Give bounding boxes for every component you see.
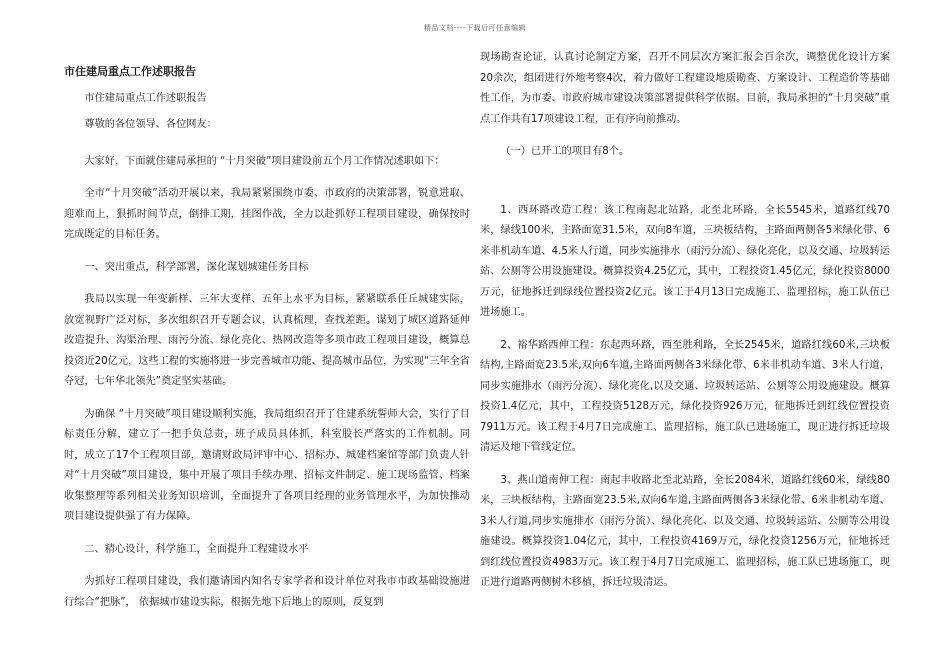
paragraph-continued: 现场勘查论证，认真讨论制定方案，召开不同层次方案汇报会百余次，调整优化设计方案20余次，组团进行外地考察4次，着力做好工程建设地质勘查、方案设计、工程造价等基础性工作，为市委、市政府城市建设决策部署提供科学依据。目前，我局承担的“十月突破”重点工作共有17项建设工程，正有序向前推动。: [480, 52, 890, 125]
greeting: 尊敬的各位领导、各位网友：: [84, 119, 217, 130]
paragraph-3: 为确保 “十月突破”项目建设顺利实施，我局组织召开了住建系统誓师大会，实行了目标责任分解，建立了一把手负总责，班子成员具体抓，科室股长严落实的工作机制。同时，成立了17个工程项目部，邀请财政局评审中心、招标办、城建档案馆等部门负责人针对“十月突破”项目建设，集中开展了项目手续办理、招标文件制定、施工现场监管、档案收集整理等系列相关业务知识培训，全面提升了各项目经理的业务管理水平，为加快推动项目建设提供强了有力保障。: [64, 408, 470, 522]
left-column: [64, 62, 470, 613]
section-heading-1: 一、突出重点，科学部署，深化谋划城建任务目标: [84, 261, 309, 273]
project-item-3: 3、燕山道南伸工程：南起丰收路北至北站路，全长2084米，道路红线60米，绿线80米，三块板结构，主路面宽23.5米,双向6车道,主路面两侧各3米绿化带、6米非机动车道、3米人行道,同步实施排水（雨污分流）、绿化亮化、以及交通、垃圾转运站、公厕等公用设施建设。概算投资1.04亿元，其中，工程投资4169万元，绿化投资1256万元，征地拆迁到红线位置投资4983万元。该工程于4月7日完成施工、监理招标，施工队已进场施工，现正进行道路两侧树木移植，拆迁垃圾清运。: [480, 474, 890, 588]
project-item-1: 1、西环路改造工程：该工程南起北站路，北至北环路，全长5545米，道路红线70米，绿线100米，主路面宽31.5米，双向8车道，三块板结构，主路面两侧各5米绿化带、6米非机动车道、4.5米人行道，同步实施排水（雨污分流）、绿化亮化，以及交通、垃圾转运站、公厕等公用设施建设。概算投资4.25亿元，其中，工程投资1.45亿元，绿化投资8000万元，征地拆迁到绿线位置投资2亿元。该工于4月13日完成施工、监理招标，施工队伍已进场施工。: [480, 204, 890, 318]
paragraph-2: 我局以实现一年变新样、三年大变样、五年上水平为目标，紧紧联系任丘城建实际，放宽视野广泛对标，多次组织召开专题会议，认真梳理，查找差距。谋划了城区道路延伸改造提升、沟渠治理、雨污分流、绿化亮化、热网改造等多项市政工程项目建设，概算总投资近20亿元，这些工程的实施将进一步完善城市功能、提高城市品位，为实现“三年全省夺冠，七年华北领先”奠定坚实基础。: [64, 294, 470, 387]
page-header-note: 精品文档----下载后可任意编辑: [423, 24, 527, 32]
project-item-2: 2、裕华路西伸工程：东起西环路，西至胜利路，全长2545米，道路红线60米,三块板结构,主路面宽23.5米,双向6车道,主路面两侧各3米绿化带、6米非机动车道、3米人行道，同步实施排水（雨污分流）、绿化亮化,以及交通、垃圾转运站、公厕等公用设施建设。概算投资1.4亿元，其中，工程投资5128万元，绿化投资926万元，征地拆迁到红线位置投资7911万元。该工程于4月7日完成施工、监理招标，施工队已进场施工，现正进行拆迁垃圾清运及地下管线定位。: [480, 339, 890, 453]
document-title: 市住建局重点工作述职报告: [64, 65, 196, 78]
intro-paragraph: 大家好，下面就住建局承担的 “十月突破”项目建设前五个月工作情况述职如下：: [84, 155, 445, 167]
paragraph-1: 全市“十月突破”活动开展以来，我局紧紧围绕市委、市政府的决策部署，锐意进取、迎难而上，狠抓时间节点，倒排工期，挂图作战，全力以赴抓好工程项目建设，确保按时完成既定的目标任务。: [64, 188, 470, 240]
document-subtitle: 市住建局重点工作述职报告: [84, 92, 207, 104]
paragraph-4: 为抓好工程项目建设，我们邀请国内知名专家学者和设计单位对我市市政基础设施进行综合“把脉”， 依据城市建设实际，根据先地下后地上的原则，反复到: [64, 576, 470, 608]
section-heading-2: 二、精心设计，科学施工，全面提升工程建设水平: [84, 543, 309, 555]
subsection-heading-1: （一）已开工的项目有8个。: [500, 146, 630, 157]
right-column: [480, 48, 890, 594]
